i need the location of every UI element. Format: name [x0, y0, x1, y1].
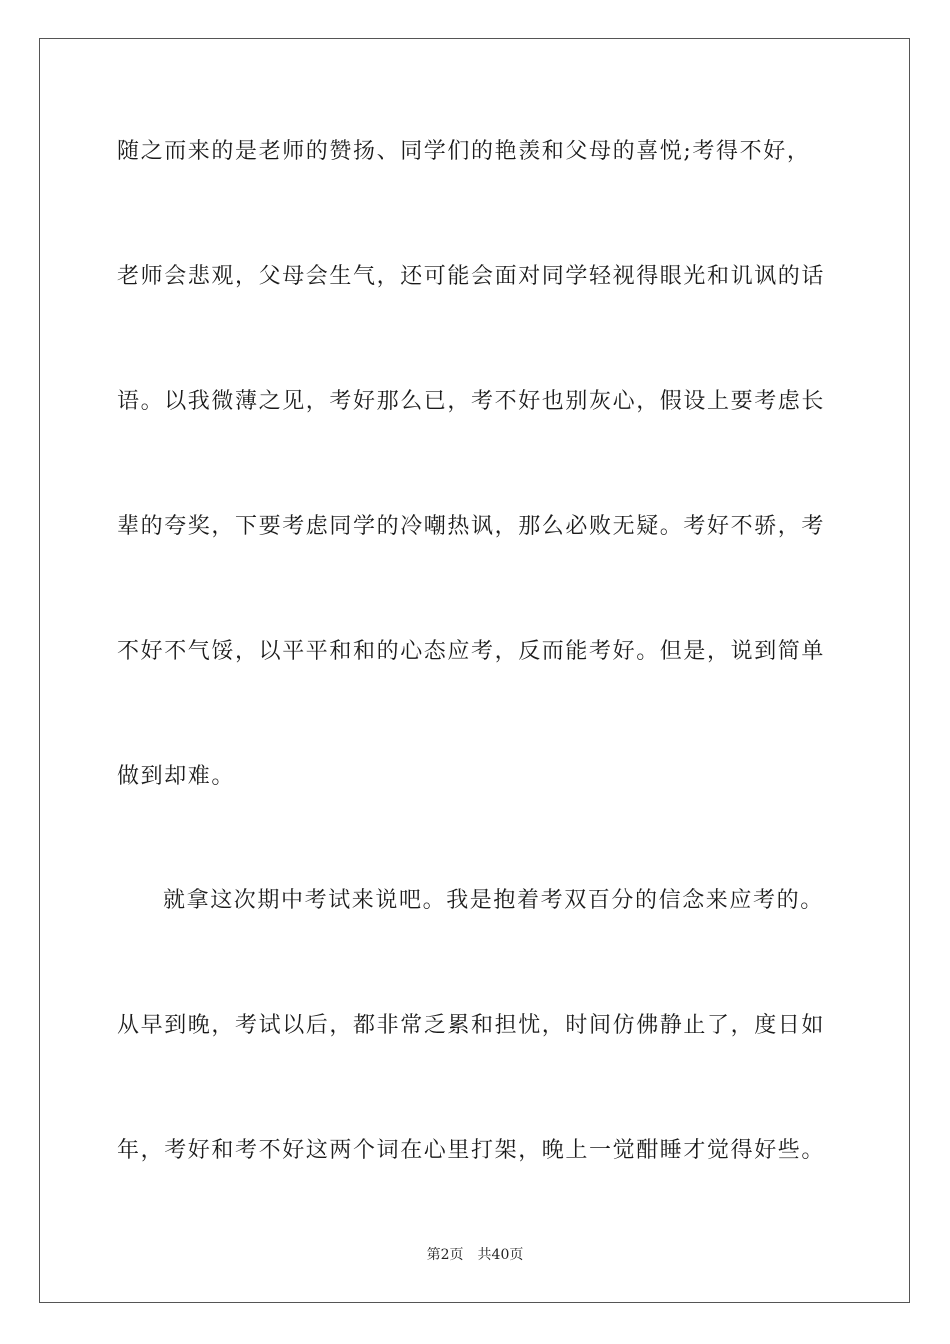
text-line-9: 年，考好和考不好这两个词在心里打架，晚上一觉酣睡才觉得好些。 — [117, 1138, 826, 1163]
text-line-3: 语。以我微薄之见，考好那么已，考不好也别灰心，假设上要考虑长 — [117, 389, 826, 414]
page-frame — [39, 38, 910, 1303]
text-line-8: 从早到晚，考试以后，都非常乏累和担忧，时间仿佛静止了，度日如 — [117, 1013, 826, 1038]
text-line-7: 就拿这次期中考试来说吧。我是抱着考双百分的信念来应考的。 — [163, 888, 824, 913]
text-line-2: 老师会悲观，父母会生气，还可能会面对同学轻视得眼光和讥讽的话 — [117, 264, 826, 289]
text-line-4: 辈的夸奖，下要考虑同学的冷嘲热讽，那么必败无疑。考好不骄，考 — [117, 514, 826, 539]
page-total: 共40页 — [477, 1247, 524, 1263]
text-line-5: 不好不气馁，以平平和和的心态应考，反而能考好。但是，说到简单 — [117, 639, 826, 664]
text-line-1: 随之而来的是老师的赞扬、同学们的艳羡和父母的喜悦;考得不好， — [117, 139, 811, 164]
page-number: 第2页 — [426, 1247, 464, 1263]
page-footer — [0, 1246, 950, 1264]
text-line-6: 做到却难。 — [117, 764, 236, 789]
